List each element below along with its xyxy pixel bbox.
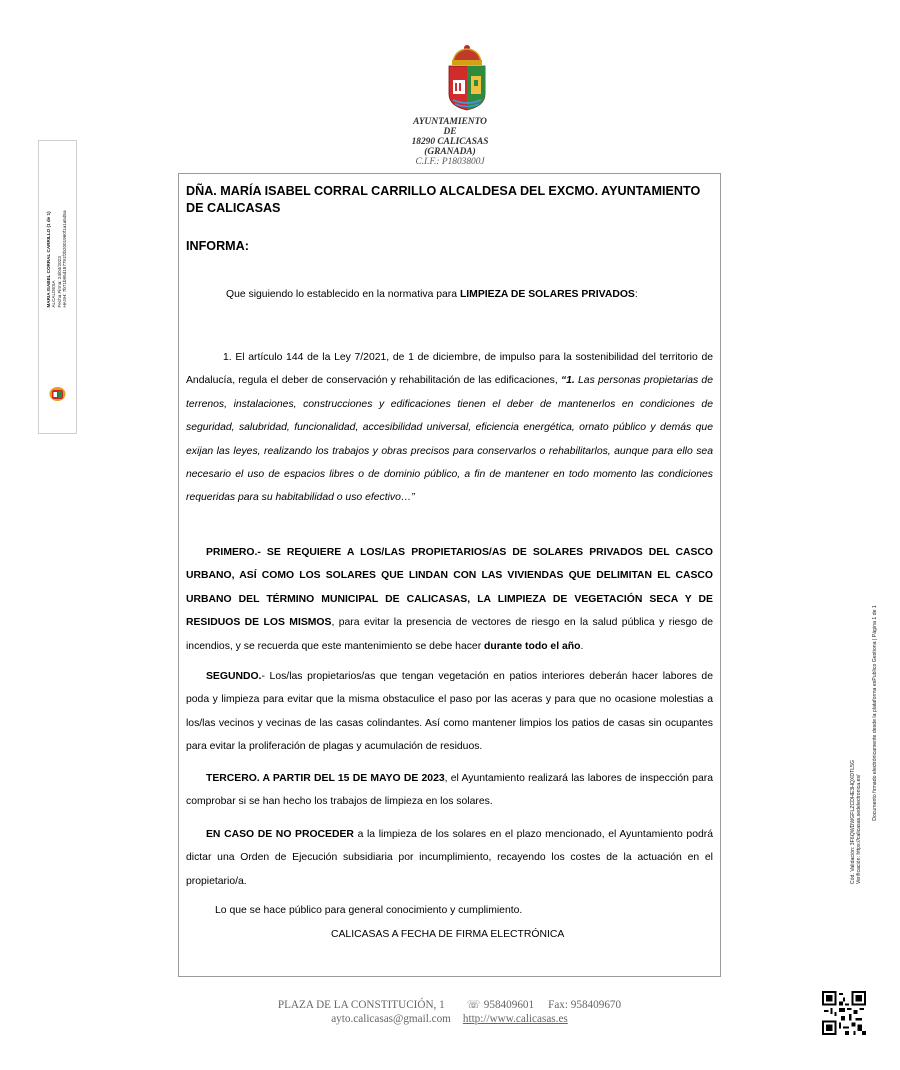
muni-line3: 18290 CALICASAS [411,137,489,147]
municipality-header [380,117,520,167]
footer-email[interactable]: ayto.calicasas@gmail.com [331,1013,451,1025]
footer-line1 [178,998,721,1012]
signature-stamp [38,140,77,434]
paragraph-tercero [186,767,713,814]
muni-line2: DE [443,127,457,137]
footer-address: PLAZA DE LA CONSTITUCIÓN, 1 [277,999,445,1011]
p2-bold-end: durante todo el año [484,640,581,652]
p2-end: . [580,640,584,652]
muni-line1: AYUNTAMIENTO [413,117,487,127]
validation-text [850,760,862,884]
p3-text: - Los/las propietarios/as que tengan vegetación en patios interiores deberán hacer labores de poda y limpieza para evitar que la misma obstaculice el paso por las aceras y para que no ocasione molestias a los/las vecinos y vecinas de las casas colindantes. Así como mantener limpios los patios de casas sin ocupantes para evitar la proliferación de plagas y acumulación de residuos. [186,671,713,753]
p1-quote: Las personas propietarias de terrenos, instalaciones, construcciones y edificaciones tienen el deber de mantenerlos en condiciones de seguridad, salubridad, funcionalidad, accesibilidad universal, eficiencia energética, ornato público y demás que exijan las leyes, realizando los trabajos y obras precisos para conservarlos o rehabilitarlos, aunque para ello sea necesario el uso de espacios libres o de dominio público, a fin de mantener en todo momento las condiciones requeridas para su habitabilidad o uso efectivo…” [186,375,713,504]
footer [178,998,721,1026]
footer-fax: Fax: 958409670 [548,999,622,1011]
informa-heading: INFORMA: [186,239,249,253]
muni-line4: (GRANADA) [424,147,476,157]
footer-line2 [178,1012,721,1026]
intro-line [226,289,638,300]
intro-text: Que siguiendo lo establecido en la normativa para [226,289,460,300]
intro-bold: LIMPIEZA DE SOLARES PRIVADOS [459,289,635,300]
paragraph-segundo [186,665,713,759]
place-date-line: CALICASAS A FECHA DE FIRMA ELECTRÓNICA [331,929,565,940]
p1-text: 1. El artículo 144 de la Ley 7/2021, de 1 de diciembre, de impulso para la sostenibilidad del territorio de Andalucía, regula el deber de conservación y rehabilitación de las edificaciones, [186,352,713,387]
document-body [178,173,721,977]
paragraph-article-144 [186,346,713,510]
document-title: DÑA. MARÍA ISABEL CORRAL CARRILLO ALCALDESA DEL EXCMO. AYUNTAMIENTO DE CALICASAS [186,184,701,215]
paragraph-no-proceder [186,823,713,893]
p5-bold: EN CASO DE NO PROCEDER [206,829,354,840]
p3-bold: SEGUNDO. [206,671,262,682]
intro-end: : [634,289,638,300]
qr-code-icon[interactable] [822,991,866,1035]
validation-code: Cód. Validación: 3F6QWDWGFLZCDHE3HQXDTL5G [849,759,856,885]
footer-phone: 958409601 [483,999,535,1011]
municipal-crest-icon [443,42,491,114]
phone-icon: ☏ [466,999,481,1011]
signature-text [46,210,68,307]
p4-text: , el Ayuntamiento realizará las labores de inspección para comprobar si se han hecho los trabajos de limpieza en los solares. [186,773,713,808]
signer-role: ALCALDESA [51,280,57,308]
p4-bold: TERCERO. A PARTIR DEL 15 DE MAYO DE 2023 [206,773,445,784]
signature-hash: HASH: 7b71b95d187791f2b2001960f1a1a5d5a [62,210,68,308]
muni-cif: C.I.F.: P1803800J [415,157,485,167]
footer-website-link[interactable]: http://www.calicasas.es [462,1013,568,1025]
validation-document-line: Documento firmado electrónicamente desde la plataforma esPublico Gestiona | Página 1 de 1 [872,605,878,821]
p2-bold: PRIMERO.- SE REQUIERE A LOS/LAS PROPIETARIOS/AS DE SOLARES PRIVADOS DEL CASCO URBANO, ASÍ COMO LOS SOLARES QUE LINDAN CON LAS VIVIENDAS QUE DELIMITAN EL CASCO URBANO DEL TÉRMINO MUNICIPAL DE CALICASAS, LA LIMPIEZA DE VEGETACIÓN SECA Y DE RESIDUOS DE LOS MISMOS [186,547,713,629]
signature-date: Fecha Firma: 24/04/2023 [57,256,62,308]
esignature-logo-icon [49,386,66,402]
paragraph-primero [186,541,713,658]
closing-line: Lo que se hace público para general conocimiento y cumplimiento. [215,905,523,916]
p2-text: , para evitar la presencia de vectores de riesgo en la salud pública y riesgo de incendios, y se recuerda que este mantenimiento se debe hacer [186,617,714,652]
signer-name: MARIA ISABEL CORRAL CARRILLO (1 de 1) [46,211,52,308]
validation-url[interactable]: Verificación: https://calicasas.sedelectronica.es/ [856,774,862,885]
p5-text: a la limpieza de los solares en el plazo mencionado, el Ayuntamiento podrá dictar una Orden de Ejecución subsidiaria por incumplimiento, recayendo los costes de la actuación en el propietario/a. [186,829,713,887]
p1-quote-num: “1. [560,375,575,387]
